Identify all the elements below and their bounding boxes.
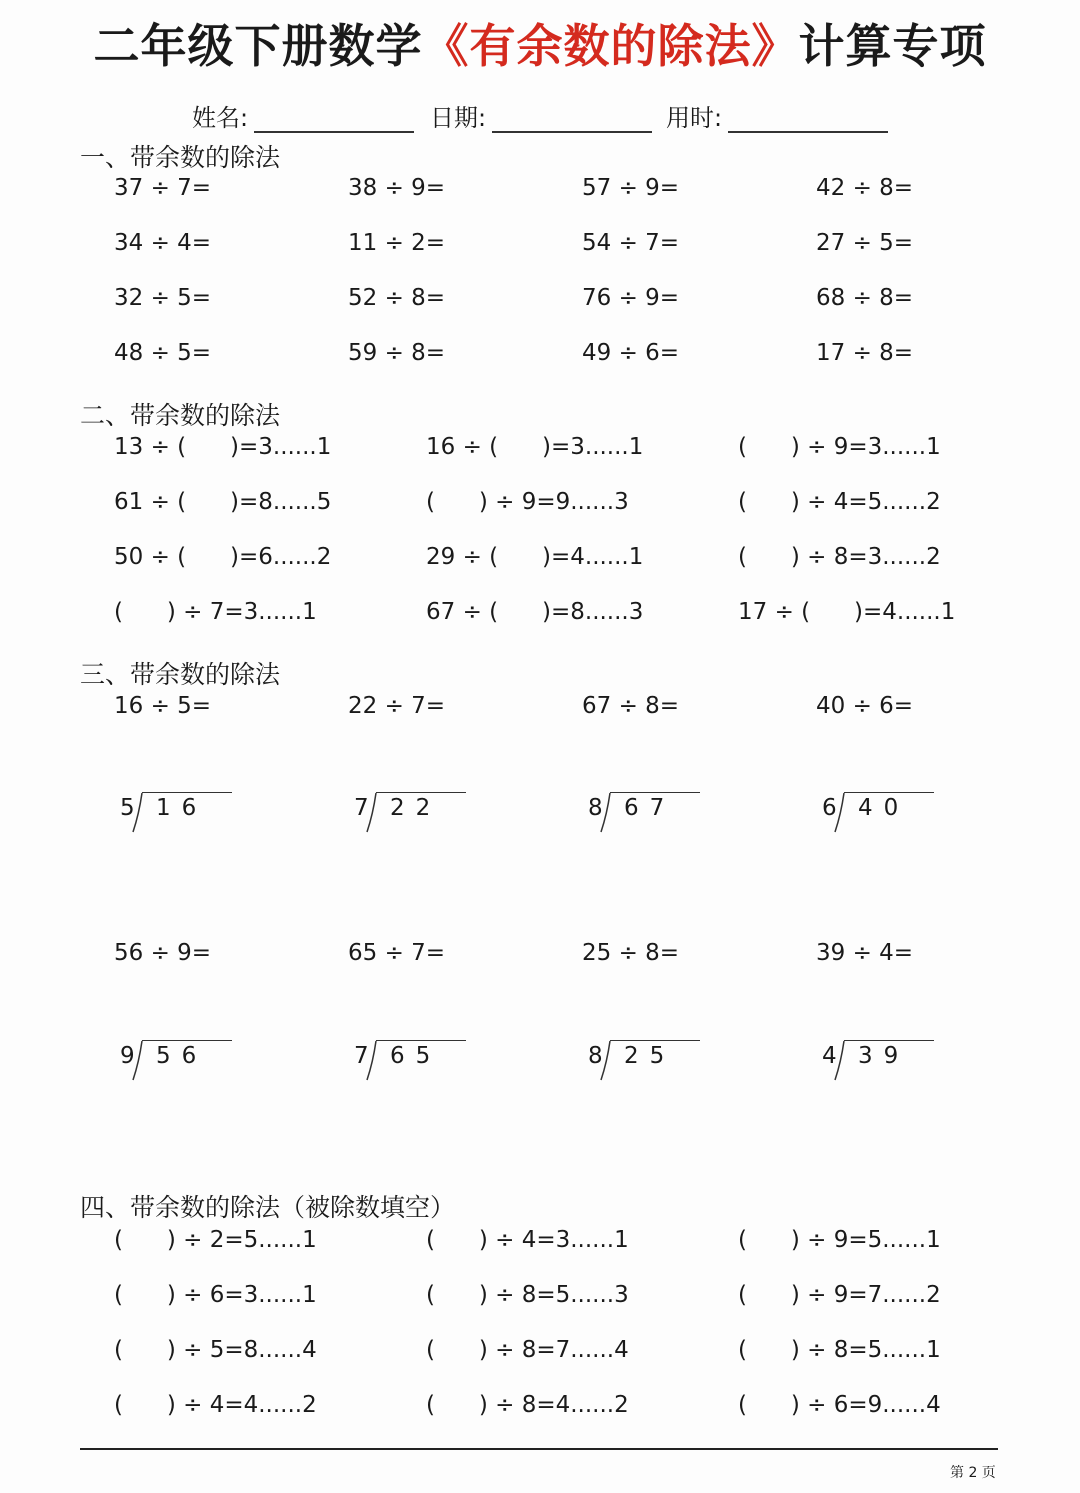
section2-heading: 二、带余数的除法 xyxy=(80,401,281,430)
title-highlight: 《有余数的除法》 xyxy=(422,19,799,73)
problem-s3-row2-2: 25 ÷ 8= xyxy=(582,940,680,966)
problem-s1-0: 37 ÷ 7= xyxy=(114,175,212,201)
division-bar xyxy=(142,1040,232,1041)
time-field[interactable] xyxy=(666,98,888,133)
divisor: 6 xyxy=(822,795,837,821)
problem-s4-2: ( ) ÷ 9=5......1 xyxy=(738,1227,941,1253)
problem-s2-4: ( ) ÷ 9=9......3 xyxy=(426,489,629,515)
problem-s2-10: 67 ÷ ( )=8......3 xyxy=(426,599,644,625)
problem-s1-9: 52 ÷ 8= xyxy=(348,285,446,311)
title-suffix: 计算专项 xyxy=(798,19,987,73)
problem-s3-row1-2: 67 ÷ 8= xyxy=(582,693,680,719)
section1-heading: 一、带余数的除法 xyxy=(80,143,281,172)
problem-s4-9: ( ) ÷ 4=4......2 xyxy=(114,1392,317,1418)
problem-s4-3: ( ) ÷ 6=3......1 xyxy=(114,1282,317,1308)
problem-s2-1: 16 ÷ ( )=3......1 xyxy=(426,434,644,460)
problem-s3-row2-1: 65 ÷ 7= xyxy=(348,940,446,966)
footer-rule xyxy=(80,1448,998,1450)
division-bar xyxy=(376,1040,466,1041)
problem-s2-6: 50 ÷ ( )=6......2 xyxy=(114,544,332,570)
problem-s1-5: 11 ÷ 2= xyxy=(348,230,446,256)
divisor: 5 xyxy=(120,795,135,821)
problem-s4-10: ( ) ÷ 8=4......2 xyxy=(426,1392,629,1418)
problem-s1-12: 48 ÷ 5= xyxy=(114,340,212,366)
division-bracket-icon xyxy=(130,792,152,834)
dividend: 39 xyxy=(858,1043,910,1069)
problem-s4-1: ( ) ÷ 4=3......1 xyxy=(426,1227,629,1253)
name-blank[interactable] xyxy=(254,107,414,133)
problem-s2-3: 61 ÷ ( )=8......5 xyxy=(114,489,332,515)
divisor: 4 xyxy=(822,1043,837,1069)
problem-s4-7: ( ) ÷ 8=7......4 xyxy=(426,1337,629,1363)
division-bar xyxy=(844,792,934,793)
dividend: 22 xyxy=(390,795,442,821)
section3-heading: 三、带余数的除法 xyxy=(80,660,281,689)
problem-s1-8: 32 ÷ 5= xyxy=(114,285,212,311)
problem-s1-11: 68 ÷ 8= xyxy=(816,285,914,311)
page-number: 第 2 页 xyxy=(950,1465,996,1481)
division-bar xyxy=(376,792,466,793)
division-bar xyxy=(142,792,232,793)
problem-s2-11: 17 ÷ ( )=4......1 xyxy=(738,599,956,625)
problem-s4-6: ( ) ÷ 5=8......4 xyxy=(114,1337,317,1363)
division-bracket-icon xyxy=(598,792,620,834)
division-bar xyxy=(610,1040,700,1041)
division-bracket-icon xyxy=(832,1040,854,1082)
date-blank[interactable] xyxy=(492,107,652,133)
problem-s3-row1-3: 40 ÷ 6= xyxy=(816,693,914,719)
problem-s4-5: ( ) ÷ 9=7......2 xyxy=(738,1282,941,1308)
problem-s1-10: 76 ÷ 9= xyxy=(582,285,680,311)
problem-s1-4: 34 ÷ 4= xyxy=(114,230,212,256)
problem-s1-13: 59 ÷ 8= xyxy=(348,340,446,366)
division-bracket-icon xyxy=(364,792,386,834)
dividend: 40 xyxy=(858,795,910,821)
division-bar xyxy=(610,792,700,793)
problem-s3-row2-0: 56 ÷ 9= xyxy=(114,940,212,966)
division-bar xyxy=(844,1040,934,1041)
problem-s4-8: ( ) ÷ 8=5......1 xyxy=(738,1337,941,1363)
title-prefix: 二年级下册数学 xyxy=(93,19,423,73)
time-blank[interactable] xyxy=(728,107,888,133)
problem-s2-7: 29 ÷ ( )=4......1 xyxy=(426,544,644,570)
problem-s3-row1-0: 16 ÷ 5= xyxy=(114,693,212,719)
division-bracket-icon xyxy=(832,792,854,834)
dividend: 65 xyxy=(390,1043,442,1069)
date-field[interactable] xyxy=(430,98,652,133)
divisor: 7 xyxy=(354,1043,369,1069)
date-label: 日期: xyxy=(430,104,487,132)
problem-s1-7: 27 ÷ 5= xyxy=(816,230,914,256)
divisor: 8 xyxy=(588,1043,603,1069)
problem-s2-9: ( ) ÷ 7=3......1 xyxy=(114,599,317,625)
name-label: 姓名: xyxy=(192,104,249,132)
problem-s3-row2-3: 39 ÷ 4= xyxy=(816,940,914,966)
divisor: 9 xyxy=(120,1043,135,1069)
divisor: 8 xyxy=(588,795,603,821)
dividend: 16 xyxy=(156,795,208,821)
problem-s1-15: 17 ÷ 8= xyxy=(816,340,914,366)
dividend: 56 xyxy=(156,1043,208,1069)
problem-s3-row1-1: 22 ÷ 7= xyxy=(348,693,446,719)
section4-heading: 四、带余数的除法（被除数填空） xyxy=(80,1193,456,1222)
page-title xyxy=(0,10,1080,76)
problem-s1-3: 42 ÷ 8= xyxy=(816,175,914,201)
problem-s2-8: ( ) ÷ 8=3......2 xyxy=(738,544,941,570)
division-bracket-icon xyxy=(364,1040,386,1082)
problem-s1-2: 57 ÷ 9= xyxy=(582,175,680,201)
problem-s2-0: 13 ÷ ( )=3......1 xyxy=(114,434,332,460)
problem-s1-6: 54 ÷ 7= xyxy=(582,230,680,256)
problem-s2-5: ( ) ÷ 4=5......2 xyxy=(738,489,941,515)
problem-s1-14: 49 ÷ 6= xyxy=(582,340,680,366)
divisor: 7 xyxy=(354,795,369,821)
problem-s1-1: 38 ÷ 9= xyxy=(348,175,446,201)
name-field[interactable] xyxy=(192,98,414,133)
problem-s4-11: ( ) ÷ 6=9......4 xyxy=(738,1392,941,1418)
problem-s2-2: ( ) ÷ 9=3......1 xyxy=(738,434,941,460)
problem-s4-4: ( ) ÷ 8=5......3 xyxy=(426,1282,629,1308)
dividend: 67 xyxy=(624,795,676,821)
division-bracket-icon xyxy=(130,1040,152,1082)
problem-s4-0: ( ) ÷ 2=5......1 xyxy=(114,1227,317,1253)
time-label: 用时: xyxy=(666,104,723,132)
division-bracket-icon xyxy=(598,1040,620,1082)
dividend: 25 xyxy=(624,1043,676,1069)
